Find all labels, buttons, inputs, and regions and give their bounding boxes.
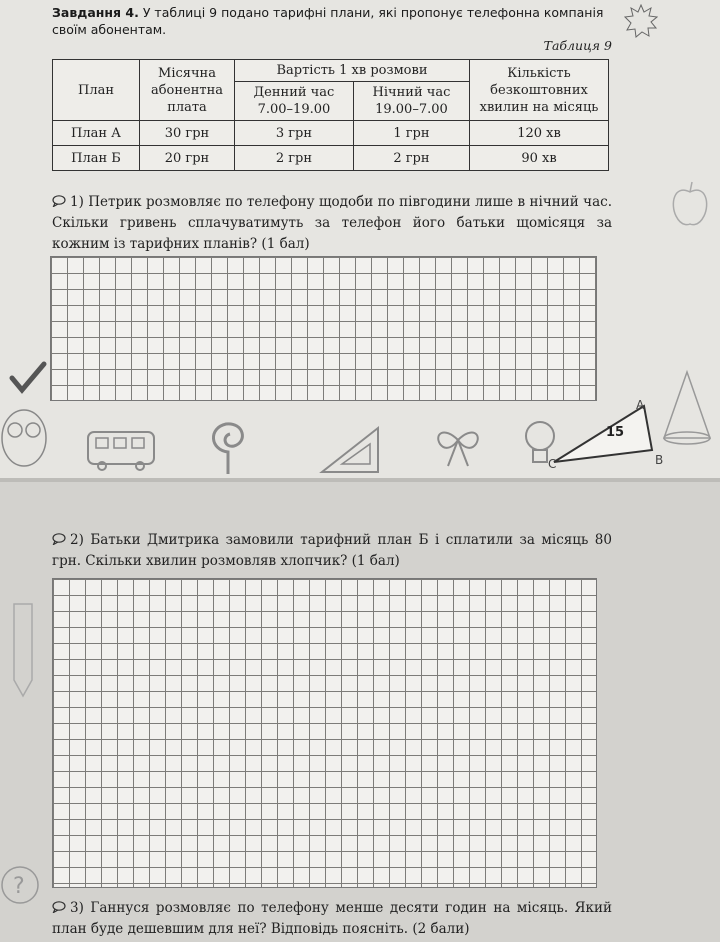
pencil-icon <box>4 600 44 700</box>
triangle-label-b: B <box>655 453 664 467</box>
header-plan: План <box>53 60 140 121</box>
bus-icon <box>86 428 158 472</box>
cell-fee: 30 грн <box>140 121 235 146</box>
question-3-text: 3) Ганнуся розмовляє по телефону менше десяти годин на місяць. Який план буде дешевшим для неї? Відповідь поясніть. (2 бали) <box>52 900 612 937</box>
question-mark-icon <box>0 860 40 910</box>
table-row <box>53 121 609 146</box>
cell-day: 2 грн <box>235 146 354 171</box>
cell-free: 120 хв <box>470 121 609 146</box>
triangle-label-c: C <box>548 457 557 471</box>
header-day-time: Денний час 7.00–19.00 <box>235 82 354 121</box>
header-night-time: Нічний час 19.00–7.00 <box>353 82 469 121</box>
cell-plan: План Б <box>53 146 140 171</box>
question-2-text: 2) Батьки Дмитрика замовили тарифний план Б і сплатили за місяць 80 грн. Скільки хвилин розмовляв хлопчик? (1 бал) <box>52 532 612 569</box>
question-2 <box>52 530 612 572</box>
bow-icon <box>428 420 488 470</box>
tariff-table <box>52 59 609 171</box>
triangle-label-a: A <box>636 398 645 412</box>
cell-night: 2 грн <box>353 146 469 171</box>
apple-icon <box>668 178 712 232</box>
question-1 <box>52 192 612 255</box>
cone-icon <box>660 368 714 448</box>
header-free-minutes: Кількість безкоштовних хвилин на місяць <box>470 60 609 121</box>
task-title: Завдання 4. <box>52 5 139 20</box>
table-row <box>53 146 609 171</box>
answer-grid-1[interactable] <box>50 256 597 401</box>
cell-plan: План А <box>53 121 140 146</box>
owl-icon <box>0 400 52 470</box>
speech-bubble-icon <box>52 533 66 545</box>
speech-bubble-icon <box>52 901 66 913</box>
svg-text:?: ? <box>13 874 25 899</box>
header-call-cost: Вартість 1 хв розмови <box>235 60 470 82</box>
question-3 <box>52 898 612 940</box>
page-number: 15 <box>606 425 625 440</box>
set-square-icon <box>318 424 388 476</box>
speech-bubble-icon <box>52 195 66 207</box>
spiral-icon <box>200 414 256 476</box>
star-badge-icon <box>624 4 658 38</box>
cell-night: 1 грн <box>353 121 469 146</box>
answer-grid-2[interactable] <box>52 578 597 888</box>
task-header <box>52 4 612 38</box>
task-text: У таблиці 9 подано тарифні плани, які пропонує телефонна компанія своїм абонентам. <box>52 5 604 37</box>
cell-free: 90 хв <box>470 146 609 171</box>
cell-day: 3 грн <box>235 121 354 146</box>
cell-fee: 20 грн <box>140 146 235 171</box>
checkmark-icon <box>8 360 48 394</box>
table-caption: Таблиця 9 <box>543 38 612 53</box>
header-monthly-fee: Місячна абонентна плата <box>140 60 235 121</box>
question-1-text: 1) Петрик розмовляє по телефону щодоби по півгодини лише в нічний час. Скільки гривень сплачуватимуть за телефон його батьки щомісяця за кожним із тарифних планів? (1 бал) <box>52 194 612 252</box>
